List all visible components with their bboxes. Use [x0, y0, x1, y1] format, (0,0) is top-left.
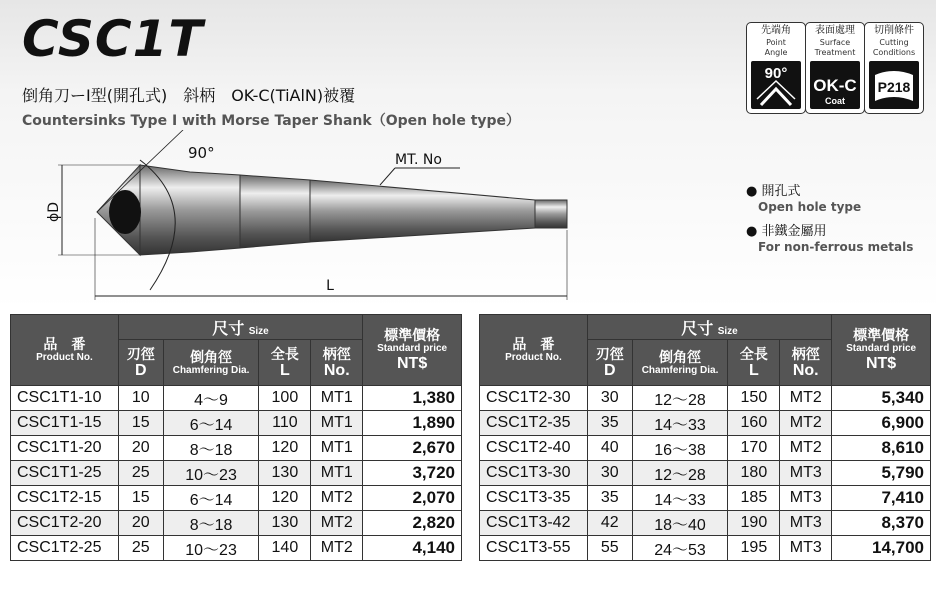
length-cell: 130 [259, 511, 311, 536]
price-table-left [10, 314, 462, 561]
chamfer-cell: 12～28 [632, 386, 728, 411]
svg-text:90°: 90° [764, 65, 788, 82]
length-cell: 120 [259, 436, 311, 461]
diameter-label: ϕD [46, 201, 62, 223]
diameter-cell: 35 [587, 486, 632, 511]
chamfer-cell: 12～28 [632, 461, 728, 486]
table-row [480, 536, 931, 561]
subtitle-chinese: 倒角刀ーⅠ型(開孔式) 斜柄 OK-C(TiAlN)被覆 [22, 86, 356, 105]
diameter-cell: 25 [118, 461, 163, 486]
header-l: 全長 L [259, 340, 311, 386]
length-cell: 130 [259, 461, 311, 486]
tool-neck [240, 175, 310, 248]
table-row [480, 411, 931, 436]
length-cell: 170 [728, 436, 780, 461]
spec-caption-cn: 切削條件 [874, 25, 914, 36]
length-cell: 150 [728, 386, 780, 411]
product-number-cell: CSC1T2-20 [11, 511, 119, 536]
price-cell: 5,790 [832, 461, 931, 486]
header-size: 尺寸 Size [118, 315, 362, 340]
price-cell: 1,380 [363, 386, 462, 411]
product-number-cell: CSC1T2-40 [480, 436, 588, 461]
feature-bullet: ● 非鐵金屬用 [746, 224, 827, 239]
feature-english: Open hole type [758, 200, 862, 214]
price-cell: 2,820 [363, 511, 462, 536]
shank-cell: MT2 [311, 486, 363, 511]
table-row [480, 436, 931, 461]
svg-text:P218: P218 [877, 79, 911, 95]
price-cell: 5,340 [832, 386, 931, 411]
shank-cell: MT1 [311, 436, 363, 461]
angle-label: 90° [188, 144, 215, 162]
shank-cell: MT2 [311, 511, 363, 536]
diameter-cell: 20 [118, 511, 163, 536]
price-cell: 2,070 [363, 486, 462, 511]
header-mt: 柄徑 No. [780, 340, 832, 386]
product-number-cell: CSC1T3-30 [480, 461, 588, 486]
shank-cell: MT3 [780, 486, 832, 511]
spec-cutting-conditions [864, 22, 924, 114]
header-product: 品 番 Product No. [11, 315, 119, 386]
shank-tang [535, 200, 567, 228]
price-cell: 14,700 [832, 536, 931, 561]
length-cell: 140 [259, 536, 311, 561]
table-row [11, 511, 462, 536]
subtitle-english: Countersinks Type Ⅰ with Morse Taper Shank（Open hole type） [22, 113, 521, 129]
diameter-cell: 42 [587, 511, 632, 536]
diameter-cell: 30 [587, 461, 632, 486]
shank-cell: MT1 [311, 461, 363, 486]
chamfer-cell: 8～18 [163, 511, 259, 536]
feature-bullet: ● 開孔式 [746, 184, 801, 199]
countersink-drawing [40, 130, 580, 305]
shank-cell: MT3 [780, 511, 832, 536]
chamfer-cell: 24～53 [632, 536, 728, 561]
product-number-cell: CSC1T1-10 [11, 386, 119, 411]
product-number-cell: CSC1T2-15 [11, 486, 119, 511]
chamfer-cell: 16～38 [632, 436, 728, 461]
table-row [480, 386, 931, 411]
table-row [11, 386, 462, 411]
product-number-cell: CSC1T3-55 [480, 536, 588, 561]
coating-icon [810, 61, 860, 109]
price-table-right [479, 314, 931, 561]
chamfer-cell: 10～23 [163, 461, 259, 486]
price-cell: 2,670 [363, 436, 462, 461]
product-number-cell: CSC1T2-30 [480, 386, 588, 411]
diameter-cell: 35 [587, 411, 632, 436]
table-row [11, 436, 462, 461]
diameter-cell: 20 [118, 436, 163, 461]
shank-cell: MT2 [780, 386, 832, 411]
table-row [480, 461, 931, 486]
chamfer-cell: 10～23 [163, 536, 259, 561]
product-number-cell: CSC1T1-20 [11, 436, 119, 461]
table-row [11, 536, 462, 561]
length-label: L [326, 278, 334, 294]
chamfer-cell: 14～33 [632, 486, 728, 511]
chamfer-cell: 8～18 [163, 436, 259, 461]
chamfer-cell: 14～33 [632, 411, 728, 436]
open-hole [109, 190, 141, 234]
shank-cell: MT3 [780, 461, 832, 486]
spec-caption-en: Surface Treatment [814, 38, 856, 57]
price-cell: 4,140 [363, 536, 462, 561]
shank-cell: MT2 [780, 411, 832, 436]
header-l: 全長 L [728, 340, 780, 386]
page-title: CSC1T [22, 10, 204, 68]
spec-point-angle [746, 22, 806, 114]
length-cell: 195 [728, 536, 780, 561]
diameter-cell: 55 [587, 536, 632, 561]
diameter-cell: 40 [587, 436, 632, 461]
product-number-cell: CSC1T1-25 [11, 461, 119, 486]
spec-caption-en: Point Angle [764, 38, 788, 57]
spec-caption-en: Cutting Conditions [872, 38, 916, 57]
diameter-cell: 10 [118, 386, 163, 411]
product-number-cell: CSC1T3-42 [480, 511, 588, 536]
chamfer-cell: 6～14 [163, 486, 259, 511]
price-cell: 8,610 [832, 436, 931, 461]
chamfer-cell: 18～40 [632, 511, 728, 536]
svg-text:OK-C: OK-C [813, 76, 857, 95]
svg-text:Coat: Coat [825, 96, 845, 106]
diameter-cell: 25 [118, 536, 163, 561]
price-cell: 7,410 [832, 486, 931, 511]
taper-shank [310, 180, 535, 242]
length-cell: 185 [728, 486, 780, 511]
price-cell: 3,720 [363, 461, 462, 486]
spec-caption-cn: 表面處理 [815, 25, 855, 36]
header-chamfer: 倒角徑 Chamfering Dia. [163, 340, 259, 386]
shank-cell: MT3 [780, 536, 832, 561]
product-number-cell: CSC1T2-25 [11, 536, 119, 561]
product-number-cell: CSC1T2-35 [480, 411, 588, 436]
table-row [11, 461, 462, 486]
price-cell: 8,370 [832, 511, 931, 536]
header-price: 標準價格 Standard price NT$ [832, 315, 931, 386]
chamfer-cell: 4～9 [163, 386, 259, 411]
length-cell: 100 [259, 386, 311, 411]
shank-label: MT. No [395, 152, 442, 168]
shank-cell: MT2 [780, 436, 832, 461]
header-product: 品 番 Product No. [480, 315, 588, 386]
table-row [480, 486, 931, 511]
shank-cell: MT2 [311, 536, 363, 561]
table-row [11, 486, 462, 511]
price-cell: 1,890 [363, 411, 462, 436]
header-d: 刃徑 D [118, 340, 163, 386]
length-cell: 110 [259, 411, 311, 436]
product-number-cell: CSC1T3-35 [480, 486, 588, 511]
feature-english: For non-ferrous metals [758, 240, 914, 254]
length-cell: 190 [728, 511, 780, 536]
diameter-cell: 15 [118, 411, 163, 436]
table-row [480, 511, 931, 536]
header-mt: 柄徑 No. [311, 340, 363, 386]
point-angle-icon [751, 61, 801, 109]
chamfer-cell: 6～14 [163, 411, 259, 436]
length-cell: 180 [728, 461, 780, 486]
shank-cell: MT1 [311, 386, 363, 411]
book-icon [869, 61, 919, 109]
header-chamfer: 倒角徑 Chamfering Dia. [632, 340, 728, 386]
header-size: 尺寸 Size [587, 315, 831, 340]
header-price: 標準價格 Standard price NT$ [363, 315, 462, 386]
diameter-cell: 15 [118, 486, 163, 511]
length-cell: 160 [728, 411, 780, 436]
spec-caption-cn: 先端角 [761, 25, 791, 36]
spec-surface-treatment [805, 22, 865, 114]
product-number-cell: CSC1T1-15 [11, 411, 119, 436]
shank-cell: MT1 [311, 411, 363, 436]
length-cell: 120 [259, 486, 311, 511]
table-row [11, 411, 462, 436]
header-d: 刃徑 D [587, 340, 632, 386]
tool-body [140, 165, 240, 255]
diameter-cell: 30 [587, 386, 632, 411]
price-cell: 6,900 [832, 411, 931, 436]
